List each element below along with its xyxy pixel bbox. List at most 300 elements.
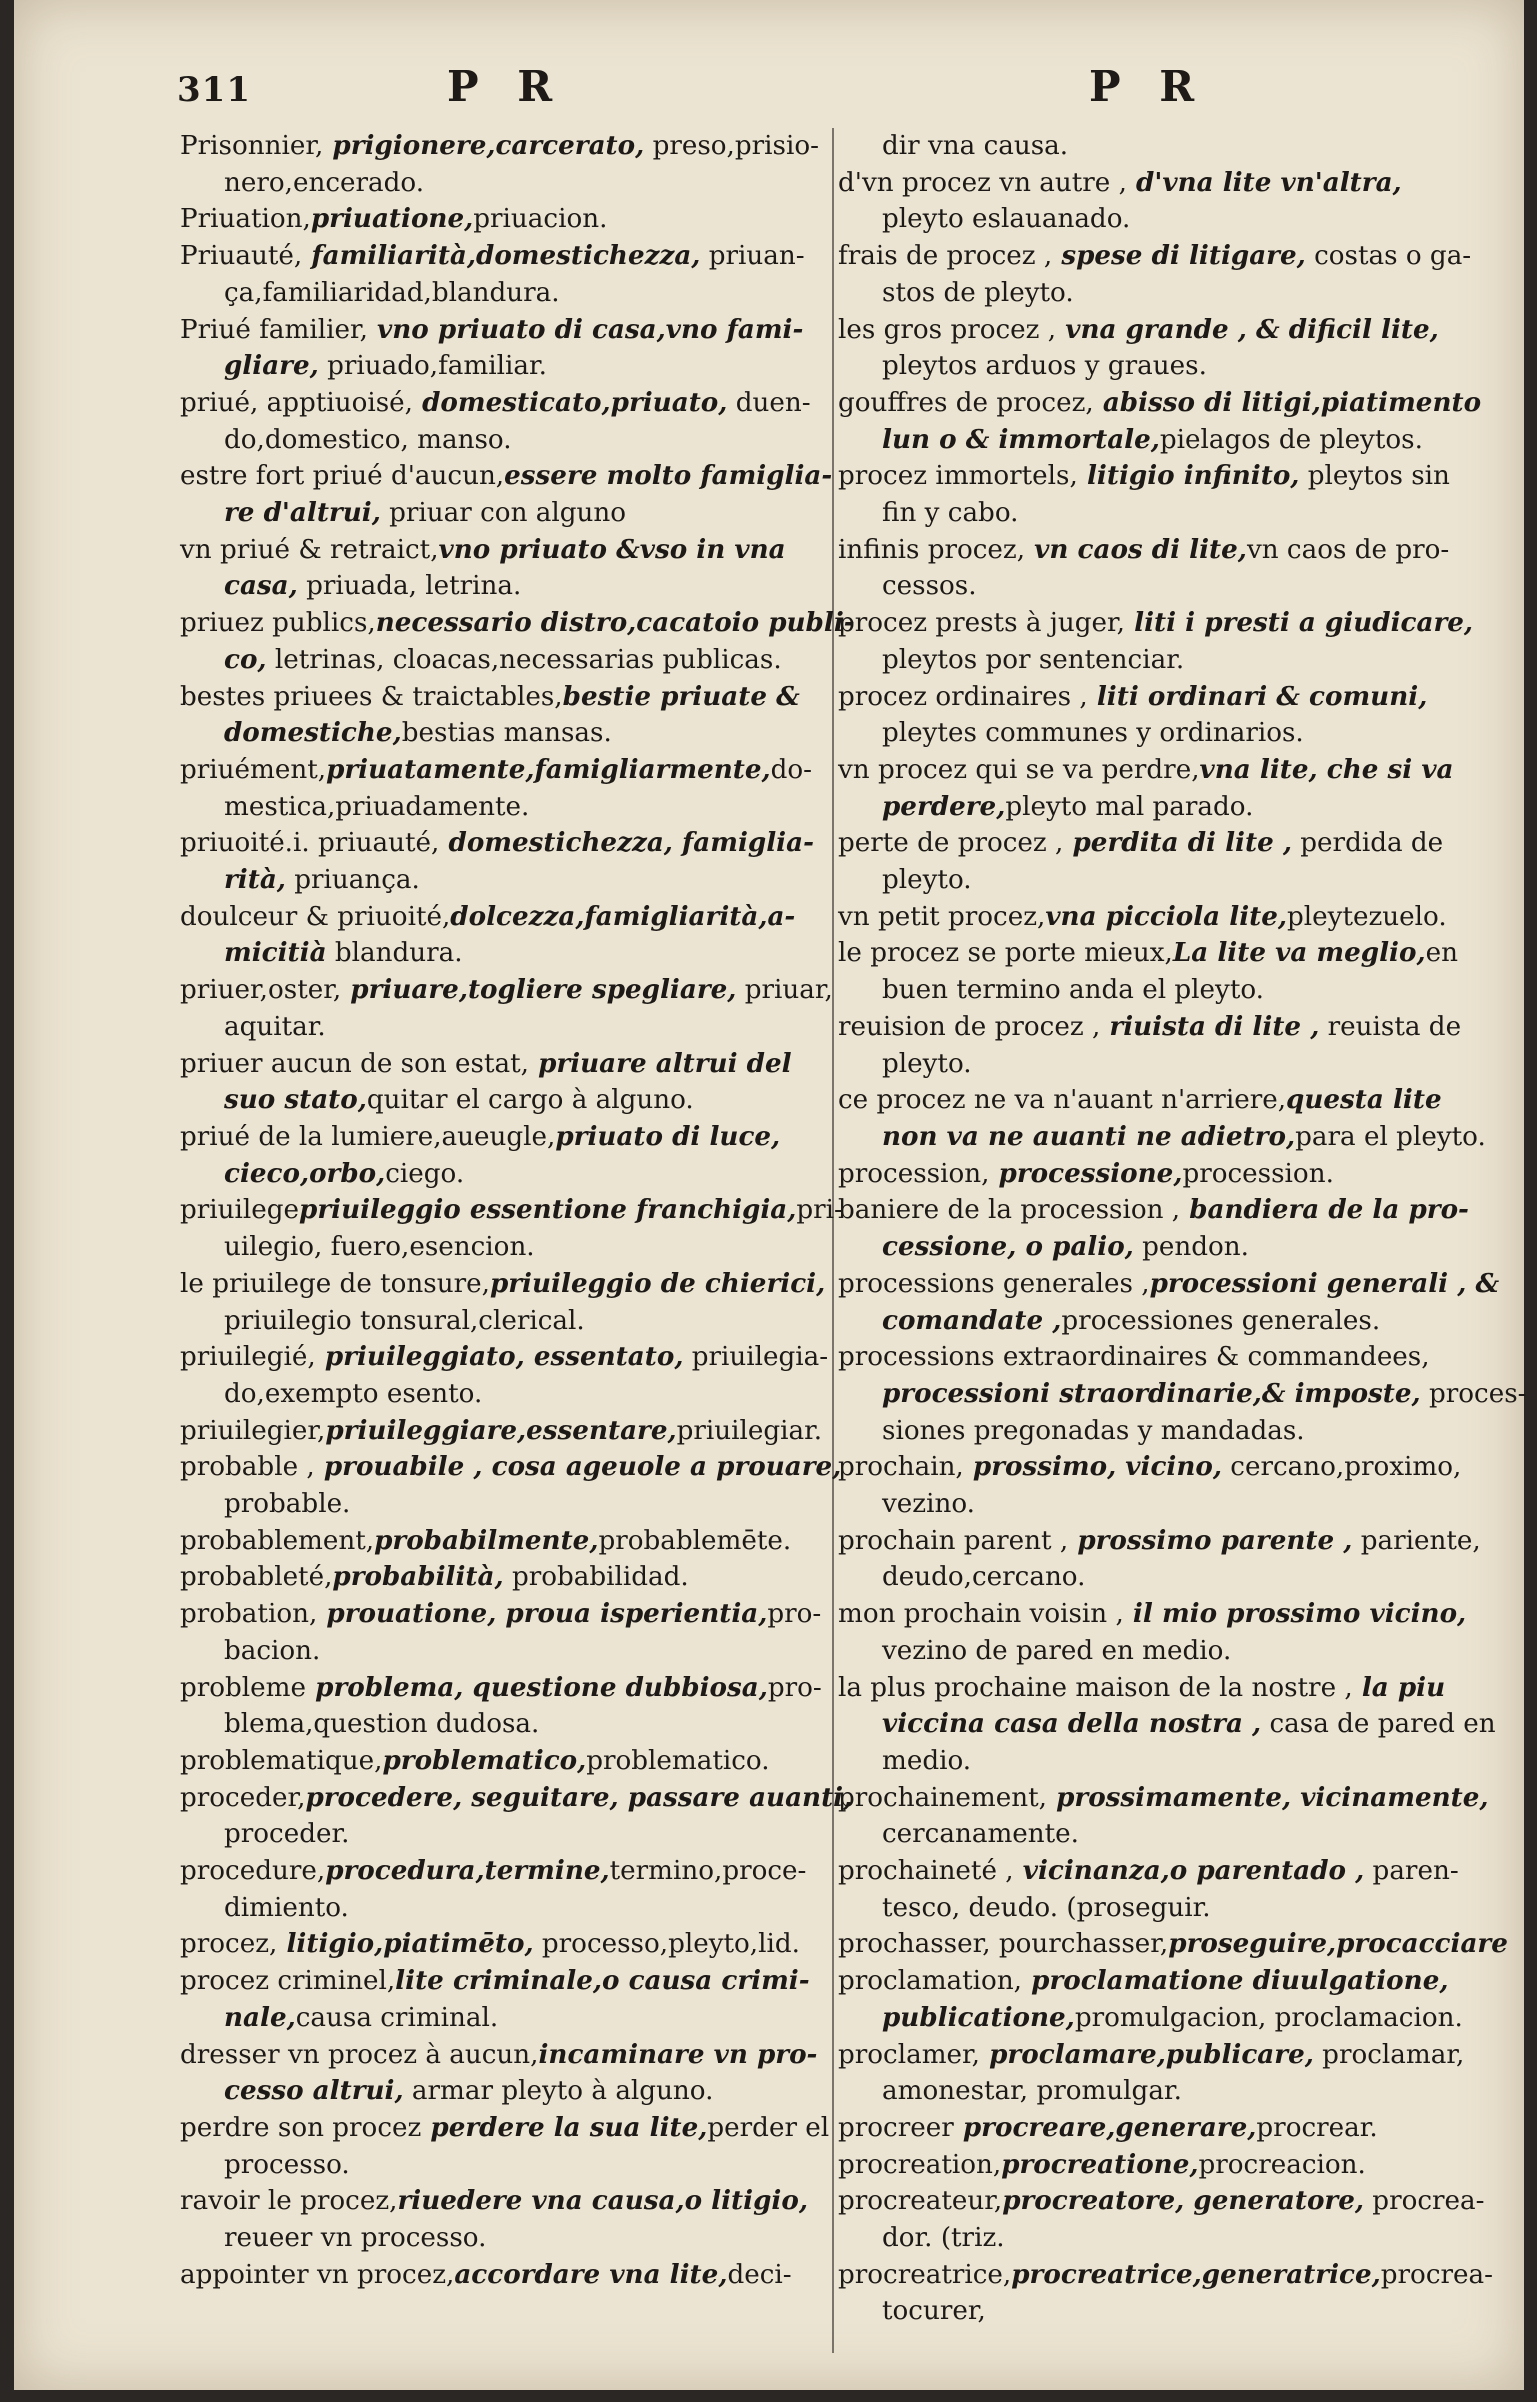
dictionary-line — [838, 495, 1510, 532]
italian-term: procedere, seguitare, passare auanti, — [305, 1781, 853, 1813]
spanish-term: deudo,cercano. — [882, 1562, 1086, 1593]
dictionary-line — [180, 825, 825, 862]
dictionary-line — [838, 679, 1510, 716]
spanish-term: pri- — [796, 1195, 843, 1226]
spanish-term: casa de pared en — [1261, 1709, 1496, 1740]
running-head-right: P R — [1089, 62, 1207, 111]
italian-term: prigionere,carcerato, — [323, 130, 645, 161]
dictionary-line — [838, 1303, 1510, 1340]
italian-term: casa, — [224, 570, 298, 602]
italian-term: la piu — [1352, 1671, 1446, 1703]
french-term: priuer,oster, — [180, 975, 342, 1006]
spanish-term: armar pleyto à alguno. — [403, 2076, 714, 2107]
spanish-term: blandura. — [326, 938, 463, 969]
spanish-term: siones pregonadas y mandadas. — [882, 1415, 1305, 1446]
french-term: reuision de procez , — [838, 1011, 1101, 1042]
spanish-term: priuilegia- — [683, 1342, 829, 1373]
french-term: estre fort priué d'aucun, — [180, 461, 505, 492]
dictionary-line — [838, 2220, 1510, 2257]
french-term: Priué familier, — [180, 314, 368, 345]
dictionary-line — [838, 1449, 1510, 1486]
french-term: proclamer, — [838, 2039, 980, 2070]
spanish-term: priuilegio tonsural,clerical. — [224, 1305, 585, 1336]
spanish-term: priuacion. — [473, 204, 608, 235]
dictionary-line — [180, 1009, 825, 1046]
french-term: procreation, — [838, 2149, 1002, 2180]
italian-term: prouabile , cosa ageuole a prouare, — [314, 1451, 842, 1483]
dictionary-line — [180, 165, 825, 202]
italian-term: cessione, o palio, — [882, 1231, 1134, 1263]
french-term: procreatrice, — [838, 2259, 1012, 2290]
italian-term: nale, — [224, 2001, 296, 2033]
dictionary-line — [180, 238, 825, 275]
spanish-term: processiones generales. — [1061, 1305, 1381, 1336]
spanish-term: blema,question dudosa. — [224, 1709, 540, 1740]
french-term: prochasser, pourchasser, — [838, 1929, 1169, 1960]
french-term: perte de procez , — [838, 828, 1064, 859]
dictionary-line — [180, 1413, 825, 1450]
dictionary-line — [180, 275, 825, 312]
dictionary-line — [838, 899, 1510, 936]
french-term: priuilegié, — [180, 1342, 316, 1373]
dictionary-line — [180, 312, 825, 349]
spanish-term: pleytos sin — [1299, 461, 1450, 492]
dictionary-line — [838, 605, 1510, 642]
dictionary-line — [838, 642, 1510, 679]
dictionary-line — [838, 1229, 1510, 1266]
italian-term: riuista di lite , — [1100, 1010, 1320, 1042]
italian-term: vna lite, che si va — [1199, 753, 1454, 785]
italian-term: il mio prossimo vicino, — [1123, 1598, 1467, 1630]
french-term: probableté, — [180, 1562, 333, 1593]
italian-term: domesticato,priuato, — [412, 386, 728, 418]
dictionary-line — [838, 1413, 1510, 1450]
spanish-term: priuar con alguno — [380, 498, 627, 529]
italian-term: problematico, — [382, 1744, 587, 1776]
italian-term: processione, — [989, 1157, 1183, 1189]
french-term: le priuilege de tonsure, — [180, 1268, 490, 1299]
italian-term: essere molto famiglia- — [504, 460, 833, 492]
italian-term: riuedere vna causa,o litigio, — [397, 2185, 808, 2217]
dictionary-line — [838, 2147, 1510, 2184]
spanish-term: pleyto mal parado. — [1005, 791, 1254, 822]
french-term: prochain, — [838, 1452, 964, 1483]
dictionary-line — [180, 1963, 825, 2000]
dictionary-line — [180, 568, 825, 605]
italian-term: gliare, — [224, 350, 319, 382]
spanish-term: do,exempto esento. — [224, 1378, 483, 1409]
italian-term: perdita di lite , — [1063, 827, 1292, 859]
dictionary-line — [180, 1082, 825, 1119]
dictionary-line — [838, 238, 1510, 275]
dictionary-line — [838, 1926, 1510, 1963]
spanish-term: uilegio, fuero,esencion. — [224, 1232, 535, 1263]
spanish-term: cercano,proximo, — [1221, 1452, 1462, 1483]
spanish-term: cessos. — [882, 571, 977, 602]
italian-term: priuare altrui del — [528, 1047, 792, 1079]
spanish-term: pleytezuelo. — [1287, 901, 1447, 932]
italian-term: litigio,piatimēto, — [277, 1928, 534, 1960]
italian-term: domestichezza, famiglia- — [439, 827, 814, 859]
french-term: les gros procez , — [838, 314, 1057, 345]
spanish-term: procrea- — [1380, 2259, 1493, 2290]
french-term: dresser vn procez à aucun, — [180, 2039, 539, 2070]
right-column — [838, 128, 1527, 2330]
dictionary-line — [180, 2110, 830, 2147]
dictionary-line — [838, 1486, 1510, 1523]
italian-term: domestiche, — [224, 717, 402, 749]
spanish-term: dir vna causa. — [882, 131, 1069, 161]
dictionary-line — [838, 2110, 1510, 2147]
dictionary-line — [180, 715, 825, 752]
dictionary-line — [838, 1890, 1510, 1927]
dictionary-line — [838, 1046, 1510, 1083]
dictionary-line — [180, 1743, 825, 1780]
dictionary-line — [180, 1670, 825, 1707]
spanish-term: ciego. — [385, 1158, 465, 1189]
french-term: prochaineté , — [838, 1856, 1014, 1887]
spanish-term: vezino. — [882, 1489, 975, 1520]
page-header — [14, 62, 1524, 122]
spanish-term: pleyto. — [882, 1048, 972, 1079]
italian-term: procedura,termine, — [325, 1855, 610, 1887]
dictionary-line — [838, 2000, 1510, 2037]
dictionary-line — [180, 935, 825, 972]
italian-term: micitià — [224, 937, 327, 969]
french-term: frais de procez , — [838, 241, 1053, 272]
french-term: priué, apptiuoisé, — [180, 387, 413, 418]
french-term: ravoir le procez, — [180, 2186, 398, 2217]
french-term: procreer — [838, 2112, 954, 2143]
italian-term: vno priuato &vso in vna — [438, 533, 786, 565]
italian-term: vno priuato di casa,vno fami- — [367, 313, 804, 345]
dictionary-line — [180, 201, 825, 238]
spanish-term: proclamar, — [1313, 2039, 1465, 2070]
dictionary-line — [180, 789, 825, 826]
spanish-term: pielagos de pleytos. — [1159, 424, 1423, 455]
italian-term: priuileggiato, essentato, — [315, 1341, 684, 1373]
french-term: gouffres de procez, — [838, 387, 1094, 418]
spanish-term: tesco, deudo. (proseguir. — [882, 1892, 1211, 1923]
french-term: probleme — [180, 1672, 307, 1703]
spanish-term: probablemēte. — [598, 1525, 792, 1556]
italian-term: procreatrice,generatrice, — [1011, 2258, 1381, 2290]
dictionary-line — [180, 1376, 825, 1413]
french-term: proceder, — [180, 1782, 306, 1813]
dictionary-line — [180, 1780, 853, 1817]
italian-term: priuatamente,famigliarmente, — [326, 753, 771, 785]
italian-term: prossimo parente , — [1068, 1524, 1353, 1556]
spanish-term: proceder. — [224, 1819, 350, 1850]
italian-term: problema, questione dubbiosa, — [306, 1671, 768, 1703]
dictionary-line — [180, 2220, 825, 2257]
spanish-term: priuado,familiar. — [318, 351, 547, 382]
french-term: prochain parent , — [838, 1525, 1069, 1556]
spanish-term: pleyto. — [882, 865, 972, 896]
dictionary-line — [838, 385, 1510, 422]
spanish-term: do- — [770, 754, 813, 785]
column-divider — [832, 128, 834, 2353]
dictionary-line — [838, 128, 1510, 165]
italian-term: non va ne auanti ne adietro, — [882, 1120, 1296, 1152]
dictionary-line — [180, 752, 825, 789]
french-term: infinis procez, — [838, 534, 1026, 565]
italian-term: necessario distro,cacatoio publi- — [375, 607, 855, 639]
dictionary-line — [180, 1853, 825, 1890]
spanish-term: procession. — [1182, 1158, 1334, 1189]
french-term: bestes priuees & traictables, — [180, 681, 563, 712]
spanish-term: mestica,priuadamente. — [224, 791, 530, 822]
italian-term: vna grande , & dificil lite, — [1056, 313, 1439, 345]
italian-term: cesso altrui, — [224, 2075, 404, 2107]
italian-term: d'vna lite vn'altra, — [1126, 166, 1402, 198]
italian-term: proclamare,publicare, — [980, 2038, 1314, 2070]
french-term: priuilege — [180, 1195, 300, 1226]
italian-term: priuare,togliere spegliare, — [341, 974, 737, 1006]
french-term: proclamation, — [838, 1966, 1023, 1997]
dictionary-line — [838, 1706, 1510, 1743]
dictionary-line — [180, 1596, 825, 1633]
dictionary-line — [838, 1192, 1510, 1229]
dictionary-line — [838, 1596, 1510, 1633]
dictionary-line — [180, 2037, 825, 2074]
dictionary-line — [180, 128, 825, 165]
spanish-term: cercanamente. — [882, 1819, 1079, 1850]
spanish-term: probable. — [224, 1489, 351, 1520]
french-term: mon prochain voisin , — [838, 1599, 1124, 1630]
dictionary-line — [838, 1266, 1510, 1303]
spanish-term: vn caos de pro- — [1246, 534, 1450, 565]
spanish-term: ça,familiaridad,blandura. — [224, 277, 560, 308]
spanish-term: stos de pleyto. — [882, 277, 1074, 308]
dictionary-line — [180, 1156, 825, 1193]
italian-term: perdere, — [882, 790, 1006, 822]
french-term: procez prests à juger, — [838, 608, 1125, 639]
italian-term: viccina casa della nostra , — [882, 1708, 1262, 1740]
dictionary-line — [838, 1743, 1510, 1780]
italian-term: prouatione, proua isperientia, — [317, 1598, 768, 1630]
dictionary-line — [180, 1926, 825, 1963]
spanish-term: perdida de — [1291, 828, 1444, 859]
dictionary-line — [180, 862, 825, 899]
spanish-term: dimiento. — [224, 1892, 349, 1923]
dictionary-line — [180, 2147, 825, 2184]
dictionary-line — [838, 1156, 1510, 1193]
french-term: ce procez ne va n'auant n'arriere, — [838, 1085, 1287, 1116]
italian-term: familiarità,domestichezza, — [302, 240, 701, 272]
spanish-term: fin y cabo. — [882, 498, 1019, 529]
french-term: procez, — [180, 1929, 278, 1960]
italian-term: probabilità, — [332, 1561, 504, 1593]
spanish-term: promulgacion, proclamacion. — [1074, 2002, 1463, 2033]
dictionary-line — [838, 165, 1510, 202]
french-term: vn priué & retraict, — [180, 534, 439, 565]
spanish-term: bacion. — [224, 1635, 321, 1666]
dictionary-line — [838, 2257, 1510, 2294]
spanish-term: processo,pleyto,lid. — [533, 1929, 800, 1960]
dictionary-line — [180, 1890, 825, 1927]
spanish-term: amonestar, promulgar. — [882, 2076, 1182, 2107]
spanish-term: paren- — [1364, 1856, 1459, 1887]
dictionary-line — [838, 752, 1510, 789]
italian-term: spese di litigare, — [1052, 240, 1306, 272]
dictionary-line — [180, 1559, 825, 1596]
french-term: d'vn procez vn autre , — [838, 167, 1127, 198]
spanish-term: pendon. — [1133, 1232, 1249, 1263]
spanish-term: pro- — [767, 1672, 822, 1703]
dictionary-line — [180, 972, 833, 1009]
french-term: Priuation, — [180, 204, 311, 235]
spanish-term: pleytes communes y ordinarios. — [882, 718, 1304, 749]
dictionary-line — [180, 348, 825, 385]
french-term: priuément, — [180, 754, 327, 785]
dictionary-line — [180, 385, 825, 422]
dictionary-line — [180, 899, 825, 936]
dictionary-line — [838, 312, 1510, 349]
italian-term: processioni generali , & — [1149, 1267, 1500, 1299]
italian-term: questa lite — [1286, 1084, 1442, 1116]
italian-term: suo stato, — [224, 1084, 367, 1116]
spanish-term: priuan- — [700, 241, 805, 272]
dictionary-line — [838, 201, 1510, 238]
dictionary-line — [180, 422, 825, 459]
italian-term: processioni straordinarie,& imposte, — [882, 1377, 1421, 1409]
spanish-term: dor. (triz. — [882, 2223, 1005, 2254]
spanish-term: procrea- — [1363, 2186, 1485, 2217]
dictionary-line — [838, 1009, 1510, 1046]
spanish-term: en — [1425, 938, 1458, 969]
french-term: procez immortels, — [838, 461, 1078, 492]
spanish-term: procrear. — [1256, 2112, 1378, 2143]
dictionary-line — [838, 715, 1510, 752]
dictionary-line — [838, 1963, 1510, 2000]
spanish-term: problematico. — [586, 1745, 770, 1776]
spanish-term: reuista de — [1319, 1011, 1462, 1042]
spanish-term: letrinas, cloacas,necessarias publicas. — [266, 644, 782, 675]
dictionary-line — [180, 1486, 825, 1523]
dictionary-line — [838, 1559, 1510, 1596]
spanish-term: pariente, — [1352, 1525, 1481, 1556]
spanish-term: costas o ga- — [1305, 241, 1472, 272]
spanish-term: bestias mansas. — [401, 718, 612, 749]
dictionary-line — [838, 348, 1510, 385]
french-term: priué de la lumiere,aueugle, — [180, 1121, 556, 1152]
dictionary-line — [838, 422, 1510, 459]
dictionary-line — [838, 1119, 1510, 1156]
french-term: probablement, — [180, 1525, 375, 1556]
spanish-term: buen termino anda el pleyto. — [882, 975, 1264, 1006]
italian-term: priuatione, — [310, 203, 474, 235]
italian-term: priuileggio de chierici, — [489, 1267, 826, 1299]
spanish-term: priuar, — [736, 975, 833, 1006]
dictionary-line — [180, 1046, 825, 1083]
italian-term: priuileggio essentione franchigia, — [299, 1194, 797, 1226]
spanish-term: tocurer, — [882, 2296, 986, 2327]
dictionary-line — [180, 1303, 825, 1340]
spanish-term: para el pleyto. — [1295, 1121, 1486, 1152]
dictionary-line — [838, 972, 1510, 1009]
french-term: Priuauté, — [180, 241, 303, 272]
italian-term: La lite va meglio, — [1172, 937, 1426, 969]
french-term: probable , — [180, 1452, 315, 1483]
spanish-term: proces- — [1420, 1378, 1527, 1409]
french-term: procez ordinaires , — [838, 681, 1088, 712]
italian-term: bestie priuate & — [562, 680, 800, 712]
dictionary-line — [180, 2073, 825, 2110]
left-column — [180, 128, 855, 2293]
italian-term: perdere la sua lite, — [421, 2111, 708, 2143]
italian-term: priuato di luce, — [555, 1120, 781, 1152]
dictionary-line — [838, 2037, 1510, 2074]
dictionary-line — [180, 1816, 825, 1853]
italian-term: liti ordinari & comuni, — [1087, 680, 1428, 712]
french-term: procez criminel, — [180, 1966, 396, 1997]
dictionary-line — [180, 458, 833, 495]
italian-term: prossimo, vicino, — [963, 1451, 1222, 1483]
dictionary-line — [838, 532, 1510, 569]
dictionary-line — [838, 458, 1510, 495]
italian-term: incaminare vn pro- — [538, 2038, 818, 2070]
french-term: procreateur, — [838, 2186, 1003, 2217]
french-term: processions extraordinaires & commandees, — [838, 1342, 1430, 1373]
french-term: baniere de la procession , — [838, 1195, 1181, 1226]
italian-term: proclamatione diuulgatione, — [1022, 1965, 1449, 1997]
italian-term: dolcezza,famigliarità,a- — [450, 900, 796, 932]
dictionary-line — [838, 825, 1510, 862]
italian-term: rità, — [224, 864, 286, 896]
spanish-term: perder el — [707, 2112, 830, 2143]
spanish-term: procreacion. — [1198, 2149, 1366, 2180]
french-term: problematique, — [180, 1745, 383, 1776]
dictionary-line — [838, 275, 1510, 312]
dictionary-line — [180, 1633, 825, 1670]
italian-term: accordare vna lite, — [454, 2258, 728, 2290]
dictionary-line — [180, 1449, 842, 1486]
dictionary-line — [180, 1266, 825, 1303]
italian-term: lite criminale,o causa crimi- — [395, 1965, 810, 1997]
french-term: perdre son procez — [180, 2112, 422, 2143]
italian-term: vn caos di lite, — [1025, 533, 1247, 565]
french-term: priuilegier, — [180, 1415, 326, 1446]
spanish-term: priuança. — [285, 865, 420, 896]
dictionary-line — [838, 1376, 1527, 1413]
italian-term: procreatore, generatore, — [1002, 2185, 1364, 2217]
french-term: priuer aucun de son estat, — [180, 1048, 529, 1079]
dictionary-line — [180, 2257, 825, 2294]
dictionary-line — [180, 679, 825, 716]
spanish-term: pleyto eslauanado. — [882, 204, 1131, 235]
spanish-term: vezino de pared en medio. — [882, 1635, 1232, 1666]
dictionary-line — [838, 789, 1510, 826]
spanish-term: do,domestico, manso. — [224, 424, 512, 455]
italian-term: comandate , — [882, 1304, 1062, 1336]
italian-term: abisso di litigi,piatimento — [1093, 386, 1482, 418]
italian-term: vicinanza,o parentado , — [1013, 1855, 1365, 1887]
spanish-term: priuada, letrina. — [297, 571, 522, 602]
spanish-term: deci- — [727, 2259, 792, 2290]
dictionary-page — [14, 0, 1527, 2390]
french-term: appointer vn procez, — [180, 2259, 455, 2290]
italian-term: proseguire,procacciare — [1168, 1928, 1508, 1960]
spanish-term: termino,proce- — [609, 1856, 807, 1887]
french-term: processions generales , — [838, 1268, 1150, 1299]
dictionary-line — [838, 1816, 1510, 1853]
french-term: la plus prochaine maison de la nostre , — [838, 1672, 1353, 1703]
spanish-term: quitar el cargo à alguno. — [366, 1085, 694, 1116]
dictionary-line — [180, 1119, 825, 1156]
spanish-term: probabilidad. — [503, 1562, 689, 1593]
french-term: Prisonnier, — [180, 131, 324, 161]
